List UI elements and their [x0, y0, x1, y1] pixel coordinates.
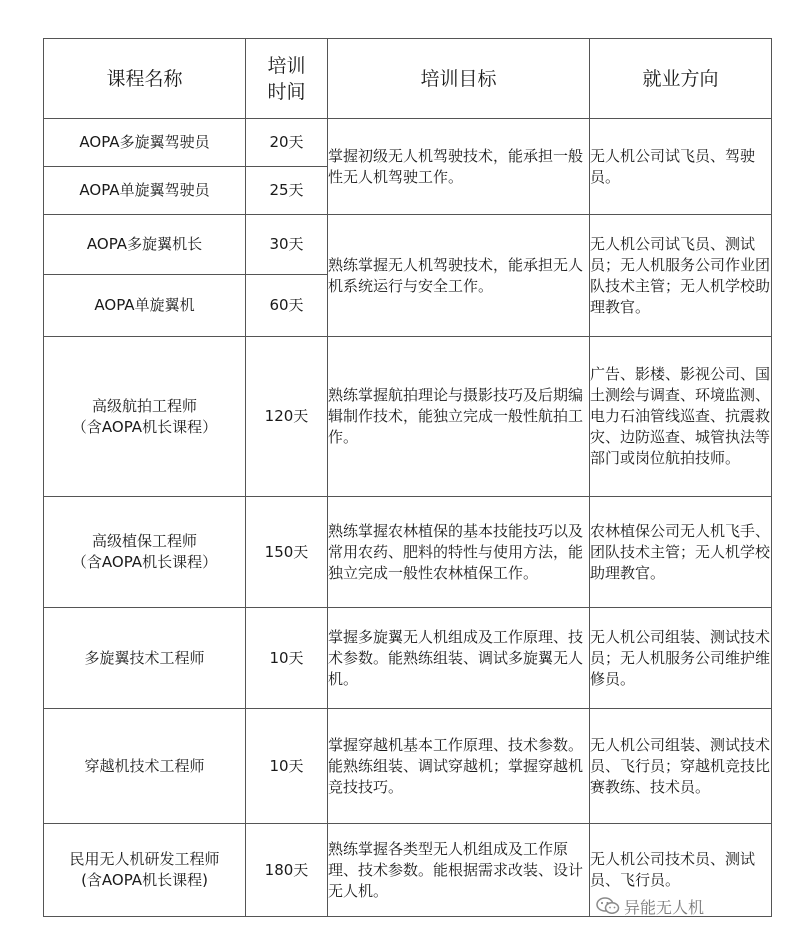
header-time-line2: 时间 — [267, 80, 306, 103]
header-training-goal: 培训目标 — [328, 39, 590, 119]
table-row — [44, 709, 772, 824]
course-goal: 掌握多旋翼无人机组成及工作原理、技术参数。能熟练组装、调试多旋翼无人机。 — [328, 608, 590, 709]
course-name — [44, 497, 246, 608]
course-name: 穿越机技术工程师 — [44, 709, 246, 824]
course-name: 多旋翼技术工程师 — [44, 608, 246, 709]
course-goal: 熟练掌握无人机驾驶技术，能承担无人机系统运行与安全工作。 — [328, 215, 590, 337]
course-time: 20天 — [246, 119, 328, 167]
course-goal: 熟练掌握各类型无人机组成及工作原理、技术参数。能根据需求改装、设计无人机。 — [328, 824, 590, 917]
header-training-time — [246, 39, 328, 119]
course-goal: 掌握初级无人机驾驶技术，能承担一般性无人机驾驶工作。 — [328, 119, 590, 215]
table-row — [44, 337, 772, 497]
wechat-icon — [596, 897, 620, 915]
course-name: AOPA多旋翼驾驶员 — [44, 119, 246, 167]
course-name: AOPA单旋翼驾驶员 — [44, 167, 246, 215]
course-time: 150天 — [246, 497, 328, 608]
course-time: 60天 — [246, 275, 328, 337]
course-name-line2: (含AOPA机长课程) — [81, 871, 208, 889]
course-name-line1: 高级植保工程师 — [91, 532, 197, 550]
course-job: 农林植保公司无人机飞手、团队技术主管；无人机学校助理教官。 — [590, 497, 772, 608]
header-time-line1: 培训 — [267, 54, 306, 77]
course-goal: 掌握穿越机基本工作原理、技术参数。能熟练组装、调试穿越机；掌握穿越机竞技技巧。 — [328, 709, 590, 824]
course-job: 无人机公司试飞员、测试员；无人机服务公司作业团队技术主管；无人机学校助理教官。 — [590, 215, 772, 337]
course-job: 无人机公司技术员、测试员、飞行员。 — [590, 824, 772, 917]
table-row — [44, 608, 772, 709]
course-job: 无人机公司试飞员、驾驶员。 — [590, 119, 772, 215]
table-row — [44, 119, 772, 167]
course-name-line1: 民用无人机研发工程师 — [69, 850, 220, 868]
header-row — [44, 39, 772, 119]
table-row — [44, 215, 772, 275]
course-name-line2: （含AOPA机长课程） — [71, 553, 218, 571]
course-job: 广告、影楼、影视公司、国土测绘与调查、环境监测、电力石油管线巡查、抗震救灾、边防巡查、城管执法等部门或岗位航拍技师。 — [590, 337, 772, 497]
course-time: 120天 — [246, 337, 328, 497]
course-time: 10天 — [246, 709, 328, 824]
course-name: AOPA单旋翼机 — [44, 275, 246, 337]
course-name-line1: 高级航拍工程师 — [91, 396, 197, 415]
course-name-line2: （含AOPA机长课程） — [71, 417, 218, 436]
course-job: 无人机公司组装、测试技术员；无人机服务公司维护维修员。 — [590, 608, 772, 709]
course-table — [43, 38, 772, 917]
course-name — [44, 337, 246, 497]
course-goal: 熟练掌握农林植保的基本技能技巧以及常用农药、肥料的特性与使用方法，能独立完成一般性农林植保工作。 — [328, 497, 590, 608]
course-time: 10天 — [246, 608, 328, 709]
course-job: 无人机公司组装、测试技术员、飞行员；穿越机竞技比赛教练、技术员。 — [590, 709, 772, 824]
watermark-text: 异能无人机 — [624, 897, 705, 917]
course-goal: 熟练掌握航拍理论与摄影技巧及后期编辑制作技术，能独立完成一般性航拍工作。 — [328, 337, 590, 497]
header-employment: 就业方向 — [590, 39, 772, 119]
watermark — [596, 893, 704, 919]
header-course-name: 课程名称 — [44, 39, 246, 119]
course-name — [44, 824, 246, 917]
course-name: AOPA多旋翼机长 — [44, 215, 246, 275]
course-time: 30天 — [246, 215, 328, 275]
course-time: 25天 — [246, 167, 328, 215]
course-time: 180天 — [246, 824, 328, 917]
table-row — [44, 497, 772, 608]
